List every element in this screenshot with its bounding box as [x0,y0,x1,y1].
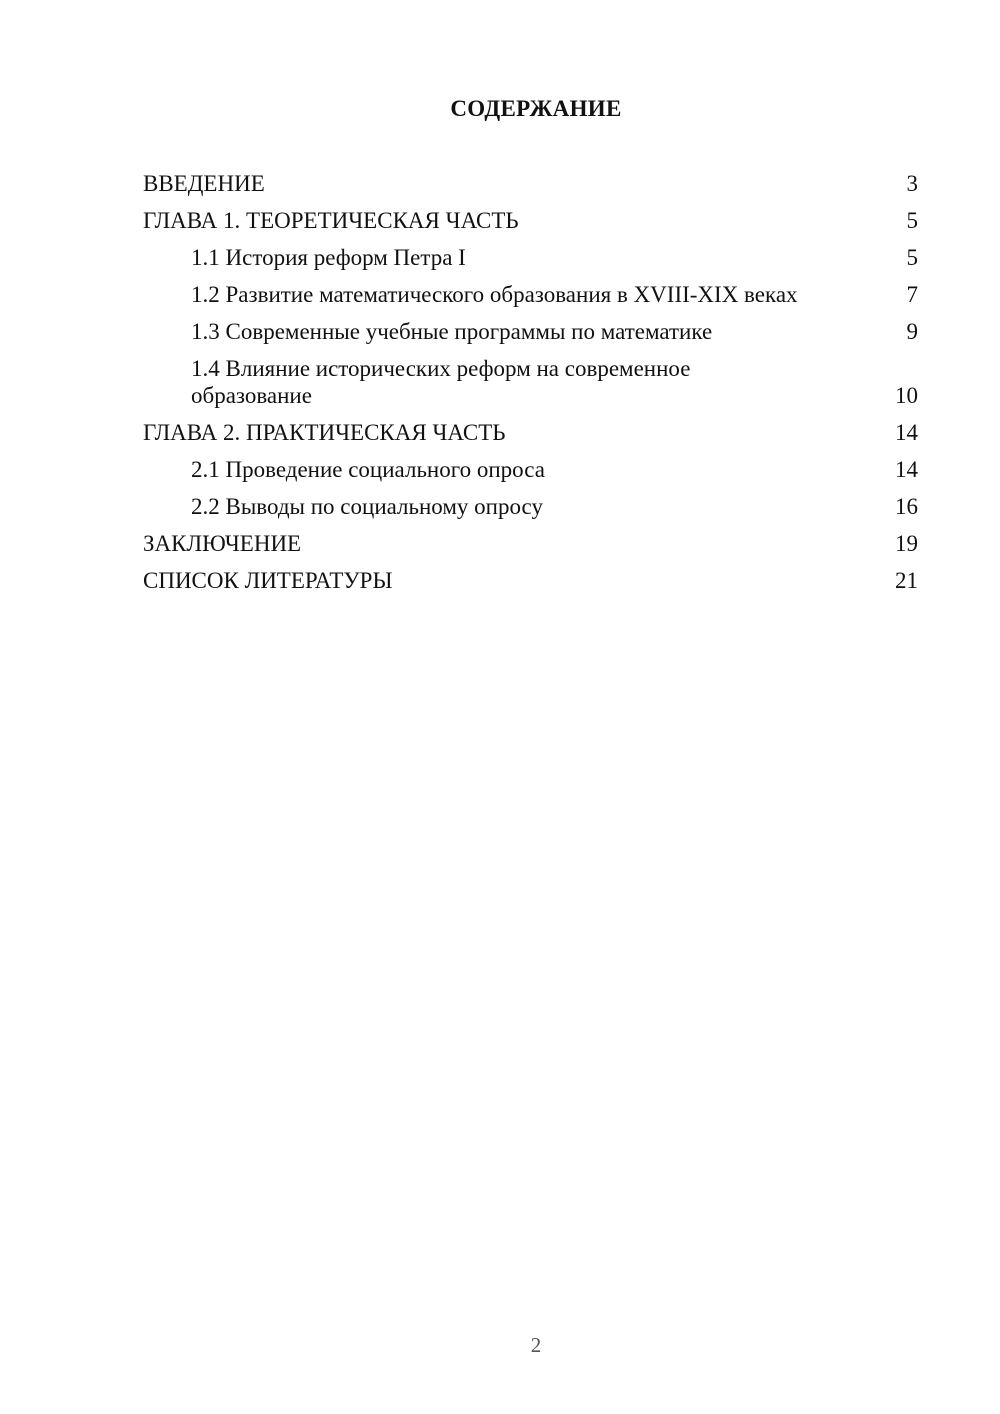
toc-title: СОДЕРЖАНИЕ [450,96,622,121]
toc-entry-text: ГЛАВА 2. ПРАКТИЧЕСКАЯ ЧАСТЬ [143,420,506,445]
toc-entry-text: 1.4 Влияние исторических реформ на современное образование [191,356,691,408]
toc-entry-text: СПИСОК ЛИТЕРАТУРЫ [143,568,393,593]
toc-entry-page: 7 [906,282,918,307]
toc-entry-chapter-1[interactable] [143,207,918,234]
toc-entry-text: 1.3 Современные учебные программы по математике [191,319,713,344]
toc-entry-page: 14 [895,457,918,482]
toc-entry-section-2-1[interactable] [143,456,918,483]
toc-entry-text: 2.2 Выводы по социальному опросу [191,494,543,519]
toc-entry-text: 1.1 История реформ Петра I [191,245,466,270]
toc-entry-section-1-3[interactable] [143,318,918,345]
toc-entry-page: 3 [906,171,918,196]
toc-entry-introduction[interactable] [143,170,918,197]
toc-entry-text: 2.1 Проведение социального опроса [191,457,545,482]
toc-entry-text: ГЛАВА 1. ТЕОРЕТИЧЕСКАЯ ЧАСТЬ [143,208,519,233]
toc-entry-text: ЗАКЛЮЧЕНИЕ [143,531,302,556]
toc-entry-page: 19 [895,531,918,556]
table-of-contents [143,170,918,604]
page-number: 2 [530,1333,542,1357]
toc-entry-page: 5 [906,245,918,270]
toc-entry-page: 16 [895,494,918,519]
toc-entry-page: 10 [895,383,918,408]
toc-entry-section-1-1[interactable] [143,244,918,271]
toc-entry-page: 21 [895,568,918,593]
toc-entry-section-2-2[interactable] [143,493,918,520]
toc-entry-references[interactable] [143,567,918,594]
toc-entry-conclusion[interactable] [143,530,918,557]
toc-entry-page: 14 [895,420,918,445]
toc-entry-section-1-2[interactable] [143,281,918,308]
toc-entry-section-1-4[interactable] [143,355,918,409]
toc-entry-page: 5 [906,208,918,233]
toc-entry-text: ВВЕДЕНИЕ [143,171,265,196]
toc-entry-chapter-2[interactable] [143,419,918,446]
toc-entry-page: 9 [906,319,918,344]
toc-entry-text: 1.2 Развитие математического образования в XVIII-XIX веках [191,282,798,307]
